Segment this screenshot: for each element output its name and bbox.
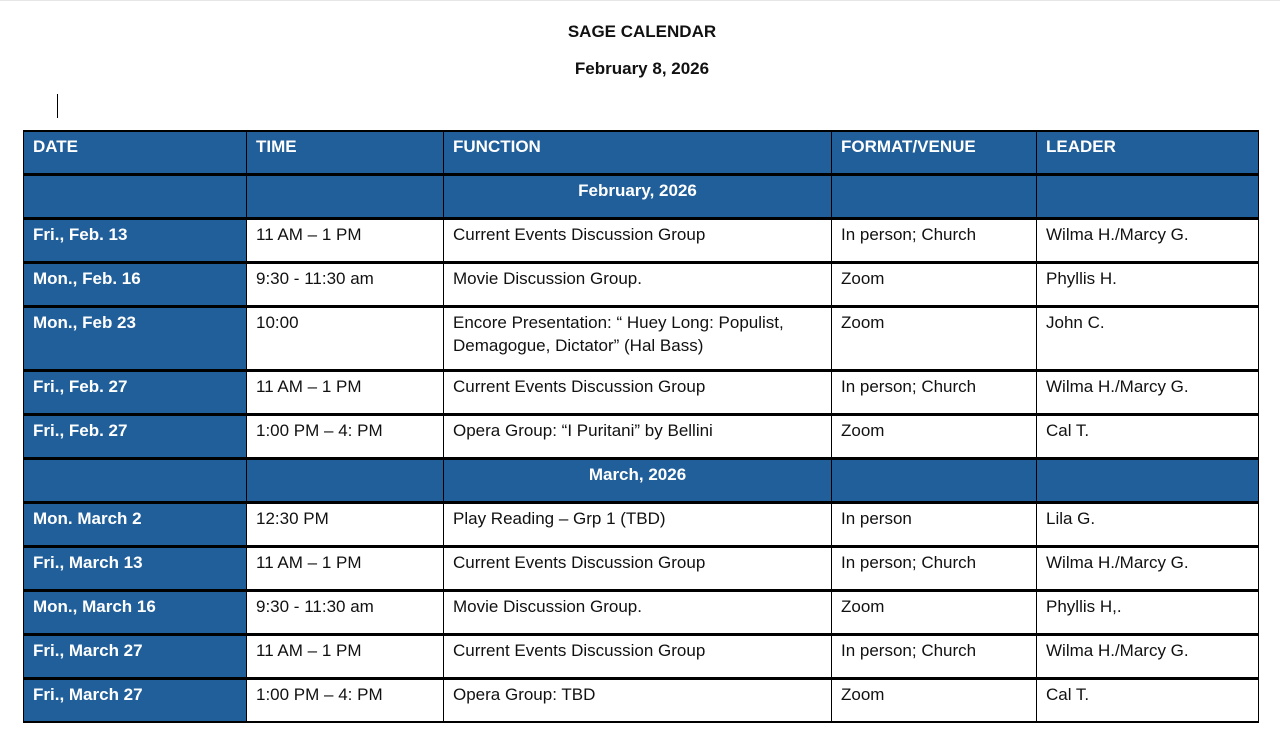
event-leader: Wilma H./Marcy G. bbox=[1037, 218, 1259, 262]
event-format: Zoom bbox=[832, 678, 1037, 722]
table-row bbox=[24, 502, 1259, 546]
month-label: March, 2026 bbox=[444, 458, 832, 502]
table-row bbox=[24, 590, 1259, 634]
event-format: In person; Church bbox=[832, 634, 1037, 678]
document-title: SAGE CALENDAR bbox=[567, 22, 717, 41]
event-date: Fri., March 27 bbox=[24, 634, 247, 678]
event-format: In person; Church bbox=[832, 546, 1037, 590]
event-leader: Cal T. bbox=[1037, 414, 1259, 458]
event-time: 9:30 - 11:30 am bbox=[247, 590, 444, 634]
event-time: 1:00 PM – 4: PM bbox=[247, 414, 444, 458]
event-function: Current Events Discussion Group bbox=[444, 634, 832, 678]
header-date: DATE bbox=[24, 131, 247, 174]
text-cursor bbox=[57, 94, 58, 118]
event-time: 1:00 PM – 4: PM bbox=[247, 678, 444, 722]
table-row bbox=[24, 262, 1259, 306]
month-label: February, 2026 bbox=[444, 174, 832, 218]
table-row bbox=[24, 218, 1259, 262]
event-format: Zoom bbox=[832, 414, 1037, 458]
table-row bbox=[24, 306, 1259, 370]
event-format: In person; Church bbox=[832, 218, 1037, 262]
event-format: Zoom bbox=[832, 590, 1037, 634]
document-date: February 8, 2026 bbox=[574, 59, 710, 78]
page-top-edge bbox=[0, 0, 1280, 1]
header-function: FUNCTION bbox=[444, 131, 832, 174]
table-row bbox=[24, 634, 1259, 678]
event-function: Current Events Discussion Group bbox=[444, 218, 832, 262]
event-date: Fri., Feb. 27 bbox=[24, 414, 247, 458]
event-time: 9:30 - 11:30 am bbox=[247, 262, 444, 306]
event-function: Movie Discussion Group. bbox=[444, 590, 832, 634]
event-time: 11 AM – 1 PM bbox=[247, 634, 444, 678]
event-leader: John C. bbox=[1037, 306, 1259, 370]
event-function: Current Events Discussion Group bbox=[444, 370, 832, 414]
event-leader: Cal T. bbox=[1037, 678, 1259, 722]
event-leader: Wilma H./Marcy G. bbox=[1037, 546, 1259, 590]
event-leader: Wilma H./Marcy G. bbox=[1037, 634, 1259, 678]
table-row bbox=[24, 678, 1259, 722]
event-function: Opera Group: TBD bbox=[444, 678, 832, 722]
event-time: 12:30 PM bbox=[247, 502, 444, 546]
event-time: 11 AM – 1 PM bbox=[247, 370, 444, 414]
event-time: 11 AM – 1 PM bbox=[247, 546, 444, 590]
table-row bbox=[24, 370, 1259, 414]
event-date: Mon., Feb. 16 bbox=[24, 262, 247, 306]
calendar-table bbox=[23, 130, 1259, 723]
event-format: Zoom bbox=[832, 262, 1037, 306]
event-time: 11 AM – 1 PM bbox=[247, 218, 444, 262]
event-function: Movie Discussion Group. bbox=[444, 262, 832, 306]
event-date: Fri., Feb. 13 bbox=[24, 218, 247, 262]
table-header-row bbox=[24, 131, 1259, 174]
event-function: Play Reading – Grp 1 (TBD) bbox=[444, 502, 832, 546]
header-format-venue: FORMAT/VENUE bbox=[832, 131, 1037, 174]
event-leader: Phyllis H. bbox=[1037, 262, 1259, 306]
event-function: Encore Presentation: “ Huey Long: Populist, Demagogue, Dictator” (Hal Bass) bbox=[444, 306, 832, 370]
event-format: In person; Church bbox=[832, 370, 1037, 414]
event-function: Current Events Discussion Group bbox=[444, 546, 832, 590]
event-date: Mon., March 16 bbox=[24, 590, 247, 634]
event-date: Fri., March 27 bbox=[24, 678, 247, 722]
month-row-february bbox=[24, 174, 1259, 218]
event-format: In person bbox=[832, 502, 1037, 546]
month-row-march bbox=[24, 458, 1259, 502]
header-time: TIME bbox=[247, 131, 444, 174]
event-date: Mon. March 2 bbox=[24, 502, 247, 546]
table-row bbox=[24, 546, 1259, 590]
header-leader: LEADER bbox=[1037, 131, 1259, 174]
event-date: Fri., March 13 bbox=[24, 546, 247, 590]
event-leader: Lila G. bbox=[1037, 502, 1259, 546]
event-leader: Phyllis H,. bbox=[1037, 590, 1259, 634]
event-date: Fri., Feb. 27 bbox=[24, 370, 247, 414]
table-row bbox=[24, 414, 1259, 458]
event-leader: Wilma H./Marcy G. bbox=[1037, 370, 1259, 414]
event-format: Zoom bbox=[832, 306, 1037, 370]
event-time: 10:00 bbox=[247, 306, 444, 370]
event-date: Mon., Feb 23 bbox=[24, 306, 247, 370]
event-function: Opera Group: “I Puritani” by Bellini bbox=[444, 414, 832, 458]
